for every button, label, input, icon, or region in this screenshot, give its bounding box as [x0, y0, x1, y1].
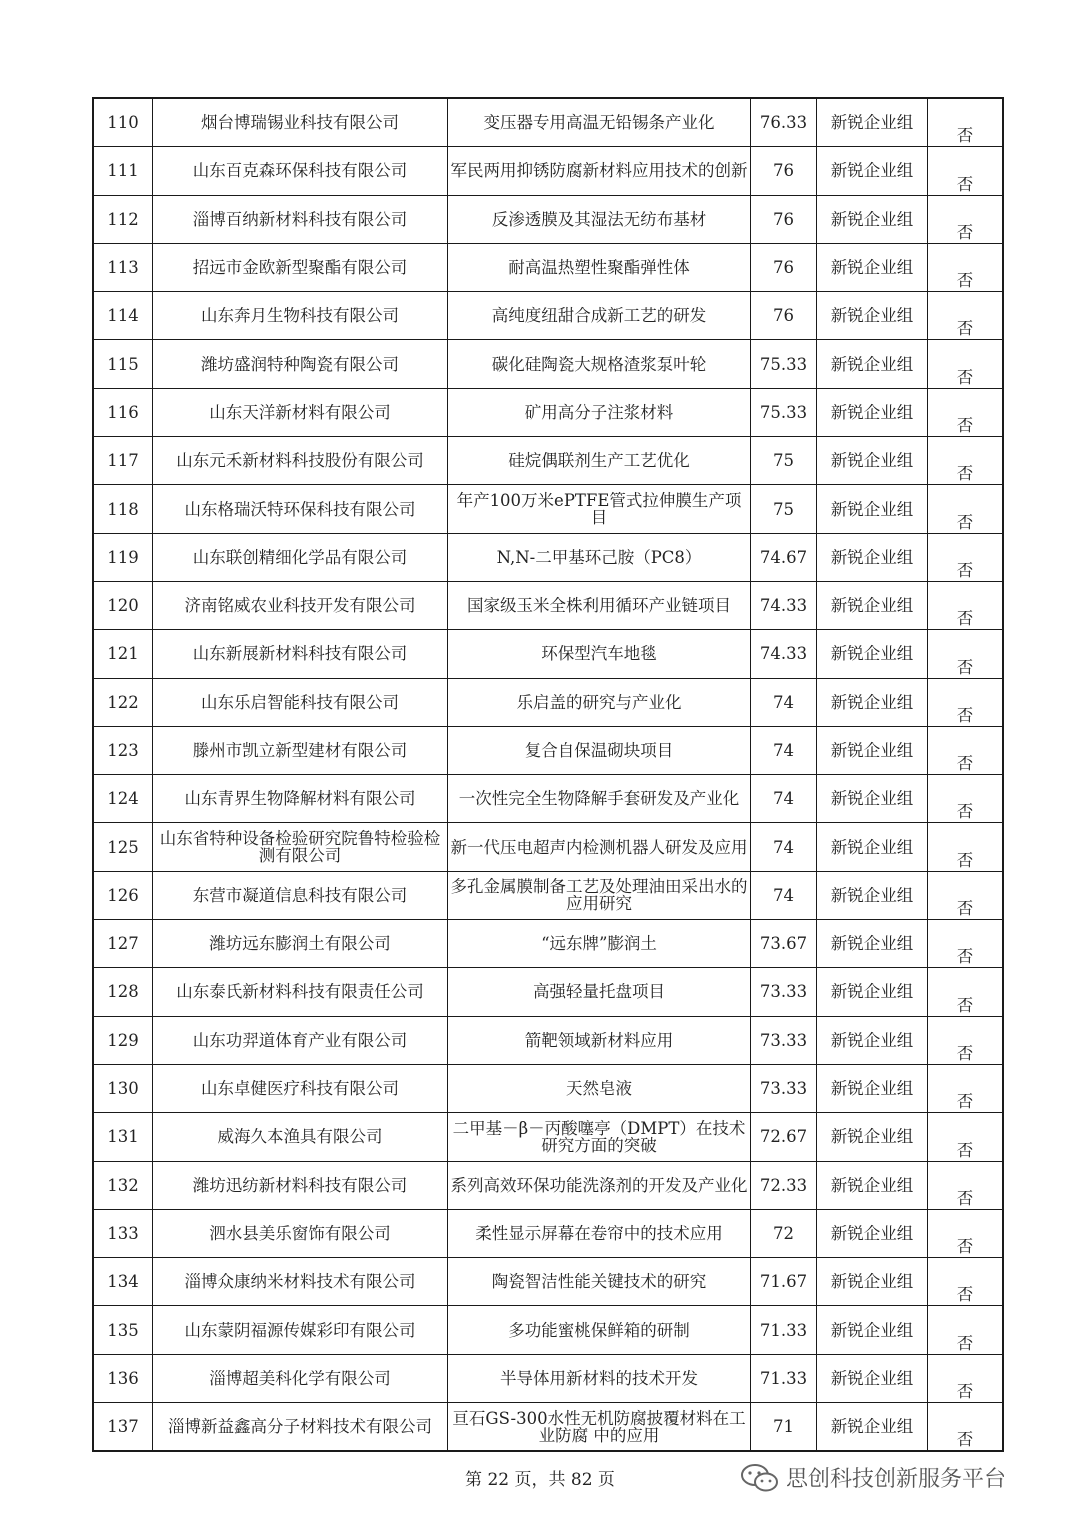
project-name-cell: 年产100万米ePTFE管式拉伸膜生产项目: [448, 485, 751, 533]
score-cell: 76: [751, 243, 817, 291]
table-row: [93, 1403, 1003, 1452]
score-cell: 74.67: [751, 533, 817, 581]
status-flag-cell: 否: [928, 775, 1004, 823]
status-flag-cell: 否: [928, 968, 1004, 1016]
company-name-cell: 泗水县美乐窗饰有限公司: [153, 1209, 448, 1257]
row-number-cell: 125: [93, 823, 153, 871]
company-name-cell: 山东泰氏新材料科技有限责任公司: [153, 968, 448, 1016]
company-name-cell: 山东百克森环保科技有限公司: [153, 147, 448, 195]
group-name-cell: 新锐企业组: [817, 292, 928, 340]
project-name-cell: 环保型汽车地毯: [448, 630, 751, 678]
score-cell: 73.33: [751, 1064, 817, 1112]
company-name-cell: 山东联创精细化学品有限公司: [153, 533, 448, 581]
score-cell: 71.67: [751, 1258, 817, 1306]
project-name-cell: 亘石GS-300水性无机防腐披覆材料在工业防腐 中的应用: [448, 1403, 751, 1452]
score-cell: 71.33: [751, 1354, 817, 1402]
row-number-cell: 117: [93, 437, 153, 485]
table-row: [93, 1209, 1003, 1257]
group-name-cell: 新锐企业组: [817, 968, 928, 1016]
project-name-cell: 乐启盖的研究与产业化: [448, 678, 751, 726]
project-name-cell: 半导体用新材料的技术开发: [448, 1354, 751, 1402]
project-name-cell: 军民两用抑锈防腐新材料应用技术的创新: [448, 147, 751, 195]
wechat-icon: [740, 1463, 780, 1493]
company-name-cell: 威海久本渔具有限公司: [153, 1113, 448, 1161]
status-flag-cell: 否: [928, 726, 1004, 774]
score-cell: 73.33: [751, 1016, 817, 1064]
score-cell: 74: [751, 775, 817, 823]
status-flag-cell: 否: [928, 871, 1004, 919]
row-number-cell: 114: [93, 292, 153, 340]
table-row: [93, 437, 1003, 485]
project-name-cell: 一次性完全生物降解手套研发及产业化: [448, 775, 751, 823]
row-number-cell: 120: [93, 581, 153, 629]
table-row: [93, 388, 1003, 436]
status-flag-cell: 否: [928, 340, 1004, 388]
score-cell: 72: [751, 1209, 817, 1257]
company-name-cell: 潍坊迅纺新材料科技有限公司: [153, 1161, 448, 1209]
table-row: [93, 678, 1003, 726]
project-name-cell: N,N-二甲基环己胺（PC8）: [448, 533, 751, 581]
project-name-cell: 多孔金属膜制备工艺及处理油田采出水的应用研究: [448, 871, 751, 919]
row-number-cell: 131: [93, 1113, 153, 1161]
row-number-cell: 115: [93, 340, 153, 388]
status-flag-cell: 否: [928, 920, 1004, 968]
table-row: [93, 292, 1003, 340]
company-name-cell: 滕州市凯立新型建材有限公司: [153, 726, 448, 774]
status-flag-cell: 否: [928, 195, 1004, 243]
row-number-cell: 111: [93, 147, 153, 195]
company-name-cell: 山东蒙阴福源传媒彩印有限公司: [153, 1306, 448, 1354]
project-name-cell: 新一代压电超声内检测机器人研发及应用: [448, 823, 751, 871]
status-flag-cell: 否: [928, 98, 1004, 147]
row-number-cell: 113: [93, 243, 153, 291]
table-row: [93, 1306, 1003, 1354]
row-number-cell: 137: [93, 1403, 153, 1452]
group-name-cell: 新锐企业组: [817, 1209, 928, 1257]
table-row: [93, 340, 1003, 388]
status-flag-cell: 否: [928, 147, 1004, 195]
table-row: [93, 98, 1003, 147]
row-number-cell: 127: [93, 920, 153, 968]
row-number-cell: 118: [93, 485, 153, 533]
status-flag-cell: 否: [928, 533, 1004, 581]
table-row: [93, 1064, 1003, 1112]
table-row: [93, 533, 1003, 581]
row-number-cell: 136: [93, 1354, 153, 1402]
score-cell: 76: [751, 292, 817, 340]
group-name-cell: 新锐企业组: [817, 533, 928, 581]
company-name-cell: 招远市金欧新型聚酯有限公司: [153, 243, 448, 291]
row-number-cell: 128: [93, 968, 153, 1016]
row-number-cell: 124: [93, 775, 153, 823]
project-name-cell: 复合自保温砌块项目: [448, 726, 751, 774]
score-cell: 71.33: [751, 1306, 817, 1354]
ranking-table: [92, 97, 1004, 1452]
score-cell: 75: [751, 437, 817, 485]
table-row: [93, 968, 1003, 1016]
table-body: [93, 98, 1003, 1451]
score-cell: 74.33: [751, 581, 817, 629]
project-name-cell: 二甲基－β－丙酸噻亭（DMPT）在技术研究方面的突破: [448, 1113, 751, 1161]
status-flag-cell: 否: [928, 1306, 1004, 1354]
table-row: [93, 871, 1003, 919]
group-name-cell: 新锐企业组: [817, 1161, 928, 1209]
company-name-cell: 山东乐启智能科技有限公司: [153, 678, 448, 726]
row-number-cell: 130: [93, 1064, 153, 1112]
project-name-cell: 天然皂液: [448, 1064, 751, 1112]
project-name-cell: 箭靶领域新材料应用: [448, 1016, 751, 1064]
score-cell: 75: [751, 485, 817, 533]
project-name-cell: “远东牌”膨润土: [448, 920, 751, 968]
group-name-cell: 新锐企业组: [817, 775, 928, 823]
group-name-cell: 新锐企业组: [817, 823, 928, 871]
group-name-cell: 新锐企业组: [817, 437, 928, 485]
group-name-cell: 新锐企业组: [817, 678, 928, 726]
score-cell: 74: [751, 726, 817, 774]
status-flag-cell: 否: [928, 243, 1004, 291]
score-cell: 74.33: [751, 630, 817, 678]
project-name-cell: 多功能蜜桃保鲜箱的研制: [448, 1306, 751, 1354]
table-row: [93, 1161, 1003, 1209]
row-number-cell: 132: [93, 1161, 153, 1209]
status-flag-cell: 否: [928, 388, 1004, 436]
row-number-cell: 123: [93, 726, 153, 774]
table-row: [93, 630, 1003, 678]
table-row: [93, 1016, 1003, 1064]
score-cell: 72.33: [751, 1161, 817, 1209]
group-name-cell: 新锐企业组: [817, 340, 928, 388]
score-cell: 74: [751, 871, 817, 919]
table-row: [93, 920, 1003, 968]
score-cell: 74: [751, 823, 817, 871]
company-name-cell: 潍坊盛润特种陶瓷有限公司: [153, 340, 448, 388]
table-row: [93, 775, 1003, 823]
status-flag-cell: 否: [928, 1209, 1004, 1257]
score-cell: 74: [751, 678, 817, 726]
table-row: [93, 147, 1003, 195]
group-name-cell: 新锐企业组: [817, 388, 928, 436]
group-name-cell: 新锐企业组: [817, 581, 928, 629]
project-name-cell: 耐高温热塑性聚酯弹性体: [448, 243, 751, 291]
table-row: [93, 581, 1003, 629]
company-name-cell: 淄博众康纳米材料技术有限公司: [153, 1258, 448, 1306]
page-number: 第 22 页，共 82 页: [465, 1470, 615, 1490]
score-cell: 76.33: [751, 98, 817, 147]
company-name-cell: 山东省特种设备检验研究院鲁特检验检测有限公司: [153, 823, 448, 871]
table-row: [93, 195, 1003, 243]
group-name-cell: 新锐企业组: [817, 630, 928, 678]
company-name-cell: 山东卓健医疗科技有限公司: [153, 1064, 448, 1112]
project-name-cell: 硅烷偶联剂生产工艺优化: [448, 437, 751, 485]
row-number-cell: 122: [93, 678, 153, 726]
company-name-cell: 淄博超美科化学有限公司: [153, 1354, 448, 1402]
project-name-cell: 碳化硅陶瓷大规格渣浆泵叶轮: [448, 340, 751, 388]
row-number-cell: 110: [93, 98, 153, 147]
watermark-text: 思创科技创新服务平台: [786, 1467, 1007, 1492]
company-name-cell: 淄博新益鑫高分子材料技术有限公司: [153, 1403, 448, 1452]
score-cell: 73.33: [751, 968, 817, 1016]
status-flag-cell: 否: [928, 678, 1004, 726]
project-name-cell: 变压器专用高温无铅锡条产业化: [448, 98, 751, 147]
status-flag-cell: 否: [928, 1064, 1004, 1112]
group-name-cell: 新锐企业组: [817, 147, 928, 195]
company-name-cell: 烟台博瑞锡业科技有限公司: [153, 98, 448, 147]
table-row: [93, 1113, 1003, 1161]
status-flag-cell: 否: [928, 1016, 1004, 1064]
status-flag-cell: 否: [928, 1403, 1004, 1452]
company-name-cell: 潍坊远东膨润土有限公司: [153, 920, 448, 968]
row-number-cell: 112: [93, 195, 153, 243]
table-row: [93, 1258, 1003, 1306]
row-number-cell: 129: [93, 1016, 153, 1064]
project-name-cell: 柔性显示屏幕在卷帘中的技术应用: [448, 1209, 751, 1257]
row-number-cell: 134: [93, 1258, 153, 1306]
table-row: [93, 485, 1003, 533]
group-name-cell: 新锐企业组: [817, 195, 928, 243]
group-name-cell: 新锐企业组: [817, 1306, 928, 1354]
project-name-cell: 高强轻量托盘项目: [448, 968, 751, 1016]
group-name-cell: 新锐企业组: [817, 1113, 928, 1161]
row-number-cell: 116: [93, 388, 153, 436]
row-number-cell: 133: [93, 1209, 153, 1257]
group-name-cell: 新锐企业组: [817, 1064, 928, 1112]
project-name-cell: 矿用高分子注浆材料: [448, 388, 751, 436]
status-flag-cell: 否: [928, 1354, 1004, 1402]
company-name-cell: 山东天洋新材料有限公司: [153, 388, 448, 436]
project-name-cell: 高纯度纽甜合成新工艺的研发: [448, 292, 751, 340]
table-row: [93, 823, 1003, 871]
score-cell: 75.33: [751, 388, 817, 436]
status-flag-cell: 否: [928, 437, 1004, 485]
row-number-cell: 119: [93, 533, 153, 581]
status-flag-cell: 否: [928, 630, 1004, 678]
group-name-cell: 新锐企业组: [817, 1016, 928, 1064]
project-name-cell: 系列高效环保功能洗涤剂的开发及产业化: [448, 1161, 751, 1209]
group-name-cell: 新锐企业组: [817, 485, 928, 533]
status-flag-cell: 否: [928, 1161, 1004, 1209]
row-number-cell: 126: [93, 871, 153, 919]
status-flag-cell: 否: [928, 1258, 1004, 1306]
company-name-cell: 东营市凝道信息科技有限公司: [153, 871, 448, 919]
group-name-cell: 新锐企业组: [817, 920, 928, 968]
score-cell: 73.67: [751, 920, 817, 968]
score-cell: 76: [751, 147, 817, 195]
group-name-cell: 新锐企业组: [817, 726, 928, 774]
project-name-cell: 国家级玉米全株利用循环产业链项目: [448, 581, 751, 629]
project-name-cell: 陶瓷智洁性能关键技术的研究: [448, 1258, 751, 1306]
company-name-cell: 山东功羿道体育产业有限公司: [153, 1016, 448, 1064]
company-name-cell: 山东格瑞沃特环保科技有限公司: [153, 485, 448, 533]
watermark: [740, 1462, 1006, 1493]
group-name-cell: 新锐企业组: [817, 1354, 928, 1402]
status-flag-cell: 否: [928, 292, 1004, 340]
status-flag-cell: 否: [928, 823, 1004, 871]
table-row: [93, 726, 1003, 774]
status-flag-cell: 否: [928, 1113, 1004, 1161]
company-name-cell: 山东奔月生物科技有限公司: [153, 292, 448, 340]
company-name-cell: 济南铭威农业科技开发有限公司: [153, 581, 448, 629]
group-name-cell: 新锐企业组: [817, 98, 928, 147]
table-row: [93, 243, 1003, 291]
score-cell: 71: [751, 1403, 817, 1452]
group-name-cell: 新锐企业组: [817, 871, 928, 919]
row-number-cell: 121: [93, 630, 153, 678]
company-name-cell: 山东元禾新材料科技股份有限公司: [153, 437, 448, 485]
group-name-cell: 新锐企业组: [817, 243, 928, 291]
status-flag-cell: 否: [928, 485, 1004, 533]
company-name-cell: 山东新展新材料科技有限公司: [153, 630, 448, 678]
score-cell: 76: [751, 195, 817, 243]
group-name-cell: 新锐企业组: [817, 1258, 928, 1306]
project-name-cell: 反渗透膜及其湿法无纺布基材: [448, 195, 751, 243]
row-number-cell: 135: [93, 1306, 153, 1354]
table-row: [93, 1354, 1003, 1402]
group-name-cell: 新锐企业组: [817, 1403, 928, 1452]
company-name-cell: 山东青界生物降解材料有限公司: [153, 775, 448, 823]
company-name-cell: 淄博百纳新材料科技有限公司: [153, 195, 448, 243]
score-cell: 75.33: [751, 340, 817, 388]
score-cell: 72.67: [751, 1113, 817, 1161]
status-flag-cell: 否: [928, 581, 1004, 629]
